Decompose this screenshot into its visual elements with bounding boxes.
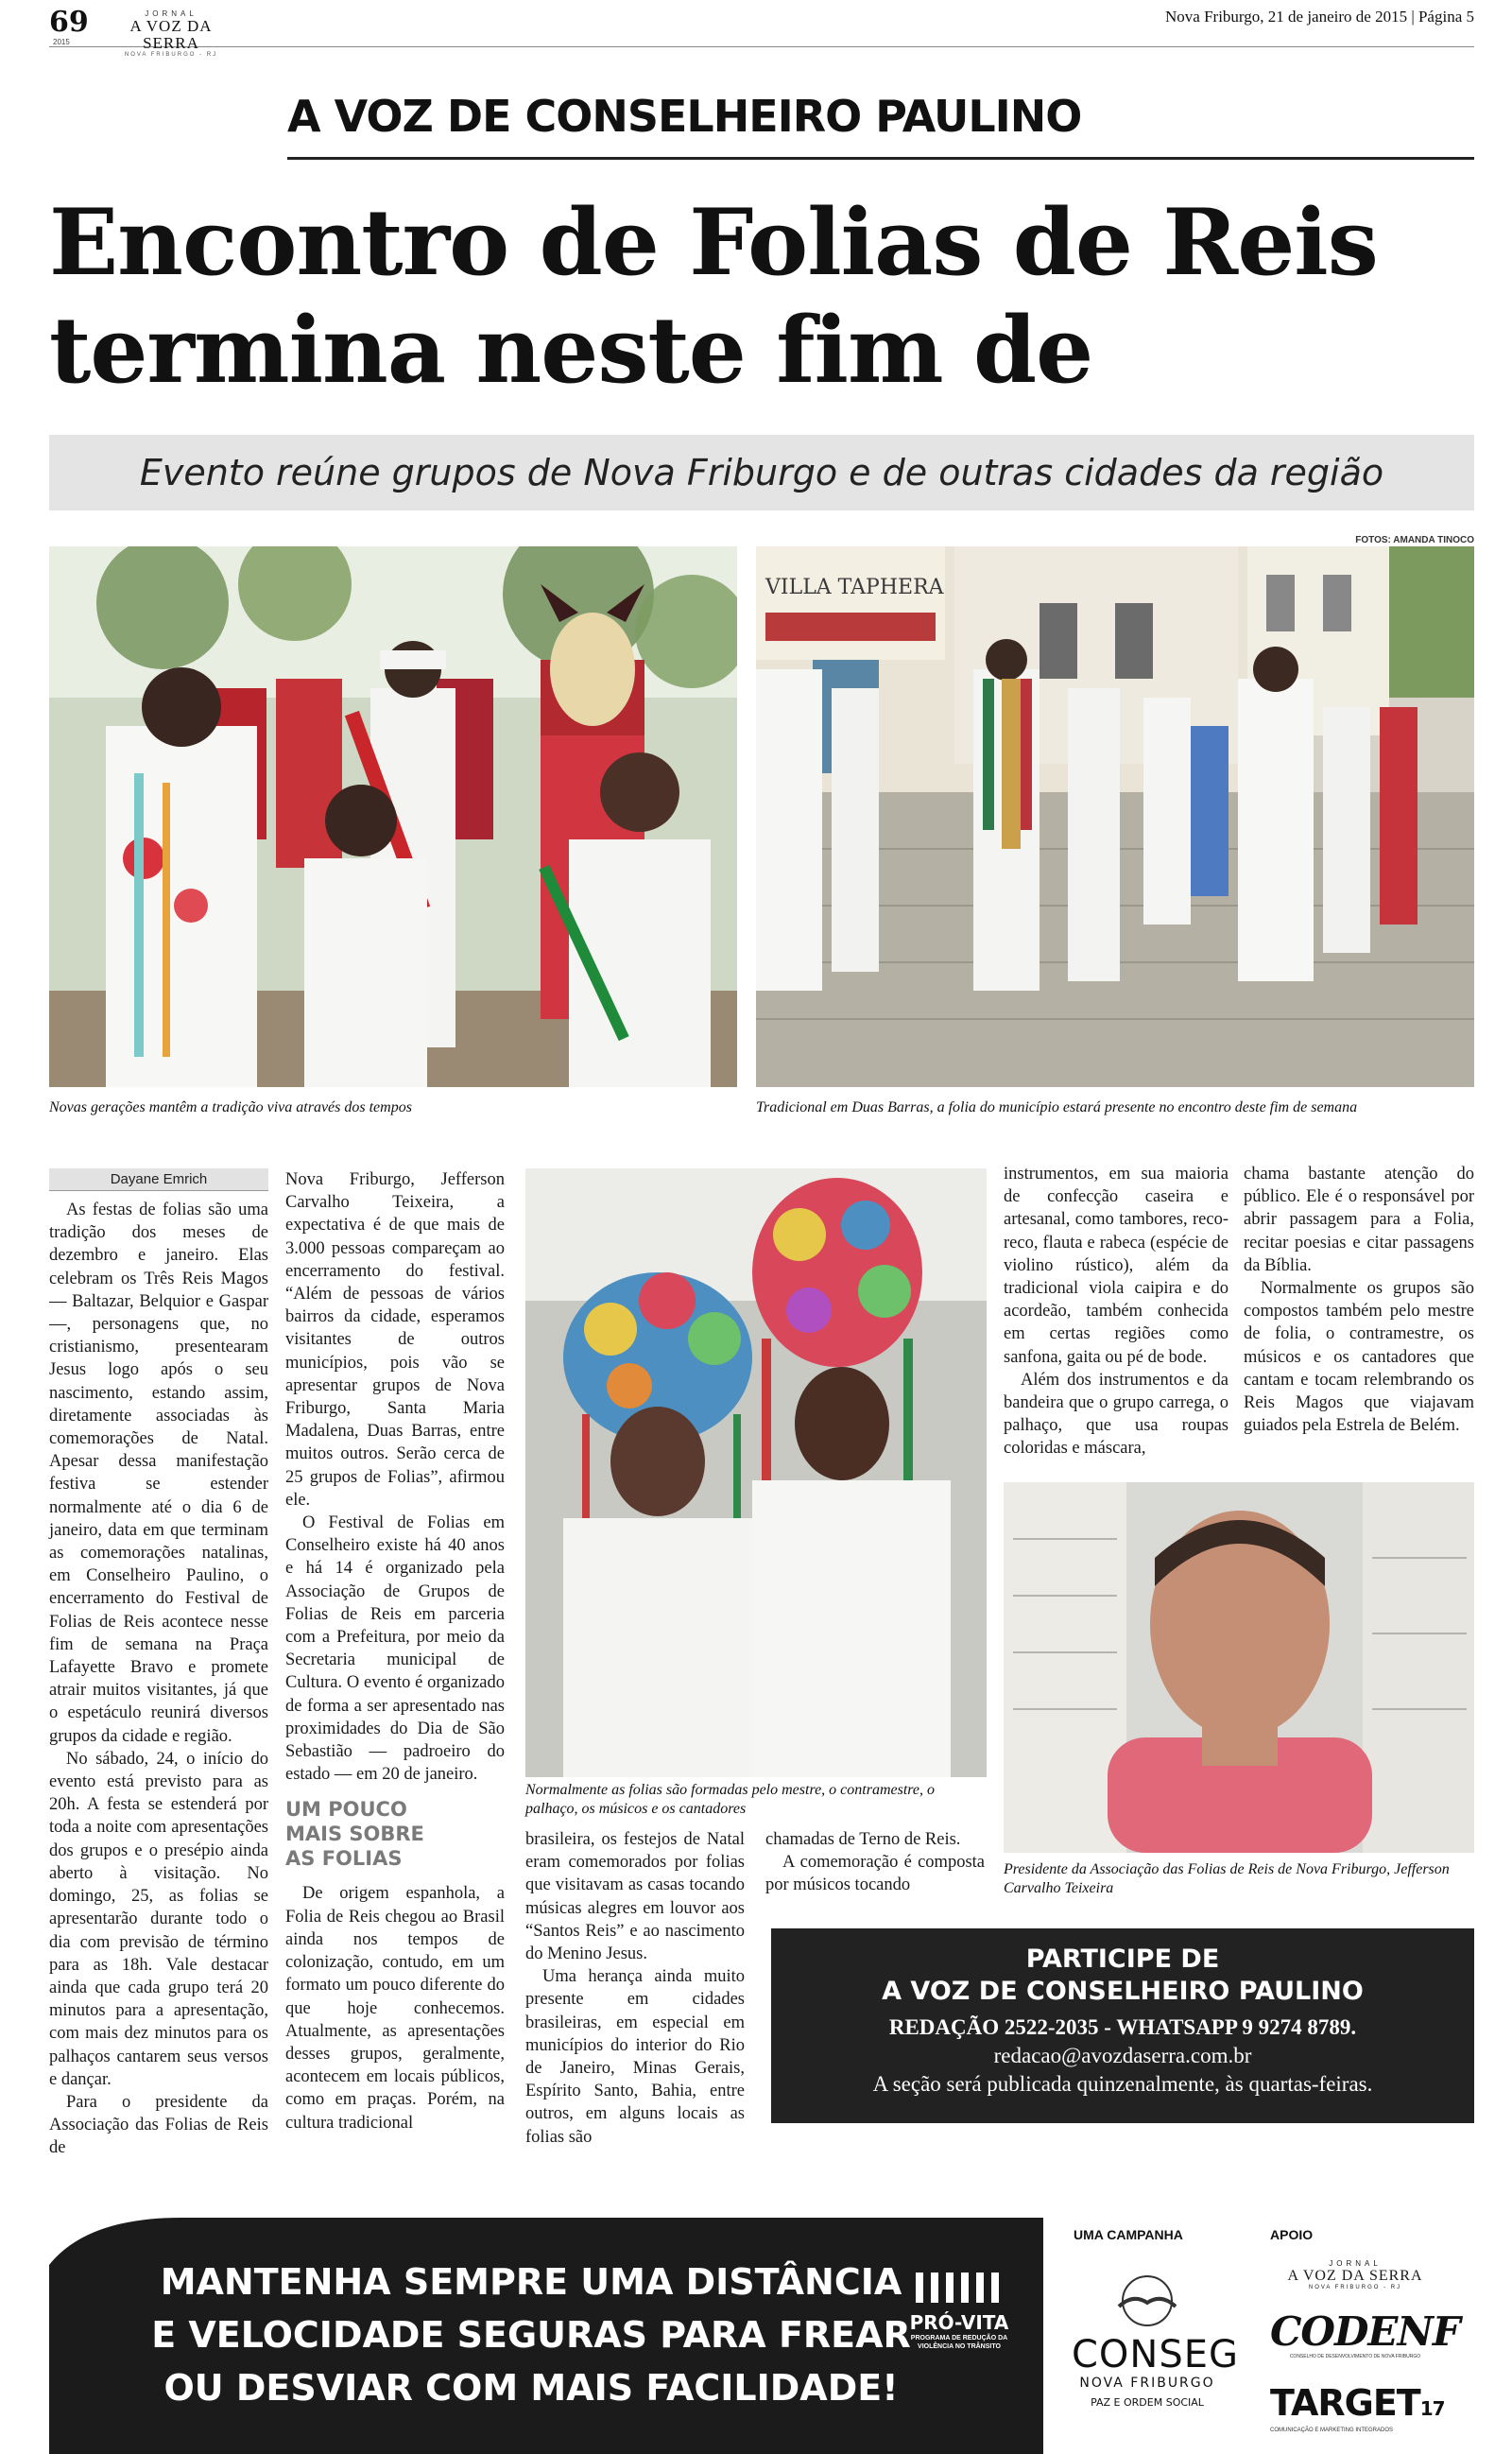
caption-photo-3: Normalmente as folias são formadas pelo mestre, o contramestre, o palhaço, os músicos e os cantadores [525, 1782, 936, 1817]
paragraph: Normalmente os grupos são compostos também pelo mestre de folia, o contramestre, os músicos e os cantadores que cantam e tocam relembrando os Reis Magos que viajavam guiados pela Estrela de Belém. [1244, 1279, 1474, 1436]
participe-email: redacao@avozdaserra.com.br [993, 2044, 1252, 2067]
ad-line: E VELOCIDADE SEGURAS PARA FREAR [151, 2314, 911, 2356]
paragraph: chamadas de Terno de Reis. [765, 1830, 961, 1849]
article-column-4-top [1004, 1163, 1228, 1460]
ad-line: MANTENHA SEMPRE UMA DISTÂNCIA [160, 2261, 902, 2303]
provita-bars-icon [912, 2269, 1006, 2307]
target-logo [1270, 2384, 1459, 2433]
badge-number: 69 [49, 6, 89, 39]
badge-year: 2015 [53, 38, 70, 46]
support-label: APOIO [1270, 2227, 1314, 2242]
provita-subtitle: PROGRAMA DE REDUÇÃO DA VIOLÊNCIA NO TRÂNSITO [910, 2335, 1008, 2350]
voz-city: NOVA FRIBURGO - RJ [1308, 2285, 1402, 2290]
photo-duas-barras-folia [756, 546, 1474, 1087]
campaign-label: UMA CAMPANHA [1074, 2227, 1183, 2242]
codenf-subtitle: CONSELHO DE DESENVOLVIMENTO DE NOVA FRIBURGO [1289, 2354, 1421, 2359]
paragraph: De origem espanhola, a Folia de Reis chegou ao Brasil ainda nos tempos de colonização, contudo, em um formato um pouco diferente do que hoje conhecemos. Atualmente, as apresentações desses grupos, geralmente, acontecem em locais públicos, como em praças. Porém, na cultura tradicional [285, 1884, 505, 2133]
photo-credit: FOTOS: AMANDA TINOCO [1355, 535, 1474, 545]
newspaper-badge-logo [49, 8, 93, 45]
participe-schedule: A seção será publicada quinzenalmente, às quartas-feiras. [872, 2072, 1373, 2096]
conseg-logo [1072, 2273, 1239, 2409]
section-title: A VOZ DE CONSELHEIRO PAULINO [287, 91, 1082, 142]
subheadline: Evento reúne grupos de Nova Friburgo e de outras cidades da região [49, 435, 1474, 510]
section-rule [287, 157, 1474, 160]
paragraph: brasileira, os festejos de Natal eram comemorados por folias que visitavam as casas tocando músicas alegres em louvor aos “Santos Reis” e ao nascimento do Menino Jesus. [525, 1830, 745, 1964]
photo-president-portrait [1004, 1482, 1474, 1853]
caption-photo-2: Tradicional em Duas Barras, a folia do município estará presente no encontro deste fim de semana [756, 1099, 1358, 1115]
provita-logo [898, 2269, 1021, 2351]
subsection-title-line: AS FOLIAS [285, 1847, 403, 1871]
paragraph: Além dos instrumentos e da bandeira que o grupo carrega, o palhaço, que usa roupas coloridas e máscara, [1004, 1370, 1228, 1459]
target-number: 17 [1419, 2397, 1445, 2420]
ad-sponsors-panel [1051, 2216, 1467, 2446]
logo-label: JORNAL [145, 9, 198, 18]
photo-new-generations [49, 546, 737, 1087]
newspaper-logo [100, 9, 242, 58]
article-column-1 [49, 1199, 268, 2160]
article-column-2 [285, 1168, 505, 2134]
byline: Dayane Emrich [49, 1168, 268, 1191]
caption-photo-1: Novas gerações mantêm a tradição viva através dos tempos [49, 1099, 412, 1115]
handshake-icon [1091, 2273, 1204, 2329]
voz-label: JORNAL [1329, 2259, 1382, 2268]
ad-line: OU DESVIAR COM MAIS FACILIDADE! [163, 2367, 899, 2409]
participe-title: PARTICIPE DE [1025, 1944, 1220, 1974]
paragraph: Para o presidente da Associação das Folias de Reis de [49, 2092, 268, 2158]
paragraph: Uma herança ainda muito presente em cidades brasileiras, em especial em municípios do interior do Rio de Janeiro, Minas Gerais, Espírito Santo, Bahia, entre outros, em alguns locais as folias são [525, 1967, 745, 2147]
codenf-name: CODENF [1270, 2308, 1460, 2355]
paragraph: No sábado, 24, o início do evento está previsto para as 20h. A festa se estenderá por toda a noite com apresentações dos grupos e o presépio ainda aberto à visitação. No domingo, 25, as folias se apresentarão durante todo o dia com previsão de término para as 18h. Vale destacar ainda que cada grupo terá 20 minutos para a apresentação, com mais dez minutos para os palhaços cantarem seus versos e dançar. [49, 1749, 268, 2089]
target-subtitle: COMUNICAÇÃO E MARKETING INTEGRADOS [1270, 2428, 1394, 2433]
headline-line-2: termina neste fim de [49, 297, 1093, 404]
paragraph: O Festival de Folias em Conselheiro existe há 40 anos e há 14 é organizado pela Associação de Grupos de Folias de Reis em parceria com a Prefeitura, por meio da Secretaria municipal de Cultura. O evento é organizado de forma a ser apresentado nas proximidades do Dia de São Sebastião — padroeiro do estado — em 20 de janeiro. [285, 1513, 505, 1785]
voz-da-serra-logo [1270, 2259, 1440, 2290]
article-column-3 [525, 1828, 745, 2149]
headline-line-1: Encontro de Folias de Reis [49, 189, 1378, 296]
paragraph: Nova Friburgo, Jefferson Carvalho Teixeira, a expectativa é de que mais de 3.000 pessoas compareçam ao encerramento do festival. “Além de pessoas de vários bairros da cidade, esperamos visitantes de outros municípios, pois vão se apresentar grupos de Nova Friburgo, Santa Maria Madalena, Duas Barras, entre muitos outros. Serão cerca de 25 grupos de Folias”, afirmou ele. [285, 1170, 505, 1510]
codenf-logo [1270, 2308, 1460, 2359]
target-name [1270, 2384, 1459, 2428]
subsection-title-line: MAIS SOBRE [285, 1823, 424, 1846]
target-word: TARGET [1270, 2382, 1420, 2424]
conseg-name: CONSEG [1072, 2333, 1239, 2376]
ad-message [106, 2255, 956, 2414]
paragraph: instrumentos, em sua maioria de confecção caseira e artesanal, como tambores, reco-reco, flauta e rabeca (espécie de violino rústico), além da tradicional viola caipira e do acordeão, também conhecida em certas regiões como sanfona, gaita ou pé de bode. [1004, 1165, 1228, 1367]
paragraph: As festas de folias são uma tradição dos meses de dezembro e janeiro. Elas celebram os Três Reis Magos — Baltazar, Belquior e Gaspar —, personagens que, no cristianismo, presentearam Jesus logo após o seu nascimento, estando assim, diretamente associadas às comemorações de Natal. Apesar dessa manifestação festiva se estender normalmente até o dia 6 de janeiro, data em que terminam as comemorações natalinas, em Conselheiro Paulino, o encerramento do Festival de Folias de Reis acontece nesse fim de semana na Praça Lafayette Bravo e promete atrair muitos visitantes, já que o espetáculo reunirá diversos grupos da cidade e região. [49, 1201, 268, 1746]
paragraph: A comemoração é composta por músicos tocando [765, 1853, 985, 1895]
traffic-safety-ad [49, 2208, 1474, 2454]
article-column-4-bottom [765, 1828, 985, 1897]
participe-section-name: A VOZ DE CONSELHEIRO PAULINO [882, 1977, 1364, 2006]
provita-name: PRÓ-VITA [909, 2311, 1009, 2334]
conseg-motto: PAZ E ORDEM SOCIAL [1091, 2396, 1204, 2409]
subsection-title-line: UM POUCO [285, 1798, 407, 1822]
conseg-city: NOVA FRIBURGO [1079, 2376, 1215, 2391]
participe-box [771, 1928, 1474, 2123]
photo-folia-masters [525, 1168, 987, 1777]
subsection-title [285, 1797, 505, 1871]
logo-name: A VOZ DA SERRA [129, 17, 213, 52]
masthead [49, 6, 1474, 58]
paragraph: chama bastante atenção do público. Ele é o responsável por abrir passagem para a Folia, recitar poesias e citar passagens da Bíblia. [1244, 1165, 1474, 1275]
shop-sign: VILLA TAPHERA [765, 576, 944, 599]
edition-date-page: Nova Friburgo, 21 de janeiro de 2015 | Página 5 [1165, 8, 1474, 26]
caption-photo-4: Presidente da Associação das Folias de Reis de Nova Friburgo, Jefferson Carvalho Teixeira [1004, 1861, 1450, 1896]
voz-name: A VOZ DA SERRA [1287, 2268, 1423, 2284]
logo-city: NOVA FRIBURGO - RJ [124, 52, 218, 58]
article-column-5-top [1244, 1163, 1474, 1437]
participe-contacts: REDAÇÃO 2522-2035 - WHATSAPP 9 9274 8789. [888, 2015, 1357, 2039]
